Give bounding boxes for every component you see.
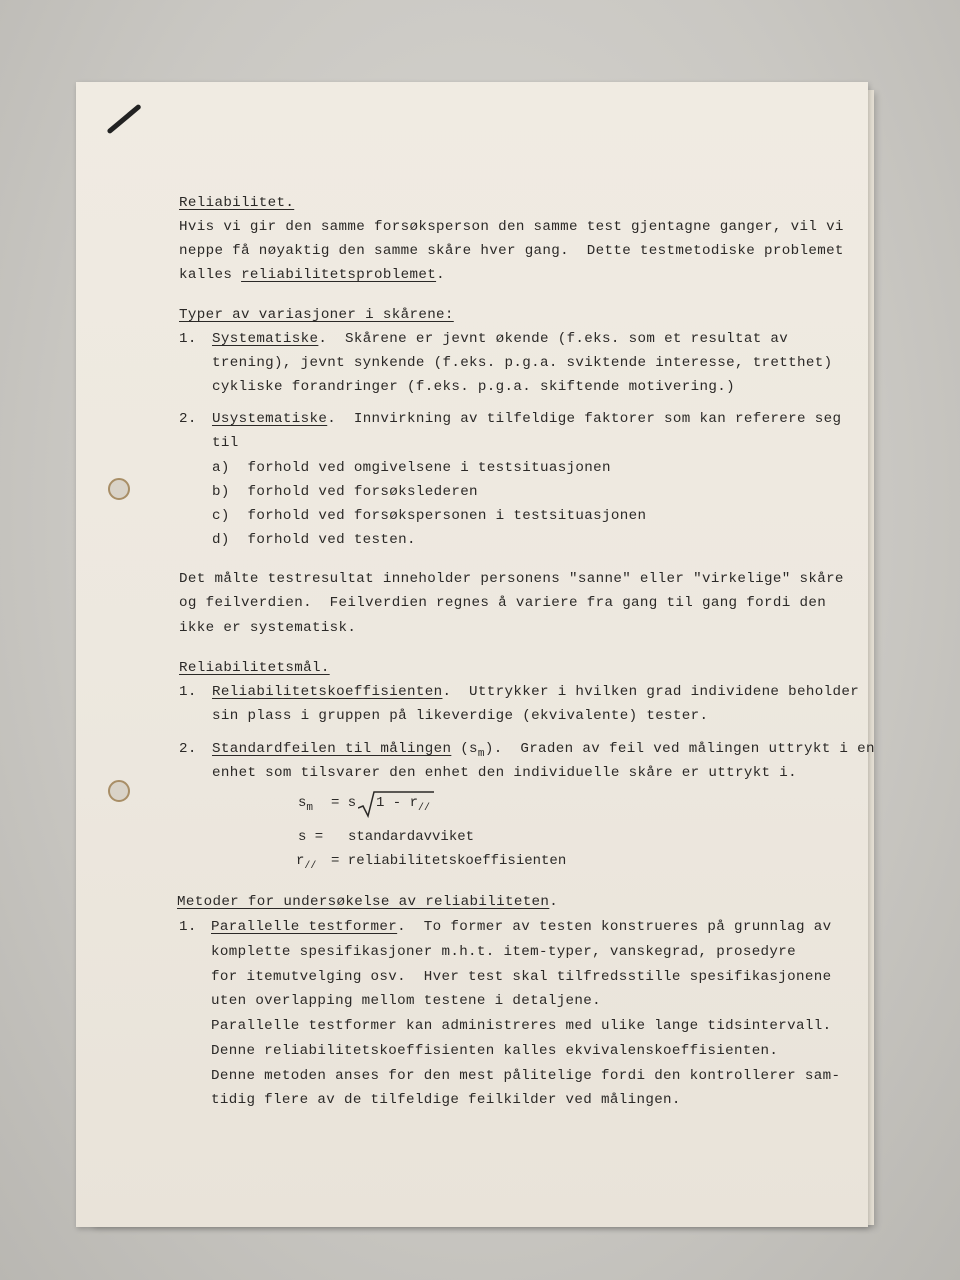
formula-s-definition: standardavviket <box>348 829 475 845</box>
document-page <box>76 82 875 1227</box>
item2-line-1: Usystematiske. Innvirkning av tilfeldige faktorer som kan referere seg <box>212 411 842 427</box>
para-line-1: Det målte testresultat inneholder personens "sanne" eller "virkelige" skåre <box>179 571 844 587</box>
item1-line-3: cykliske forandringer (f.eks. p.g.a. skiftende motivering.) <box>212 379 735 395</box>
item2-number: 2. <box>179 411 197 427</box>
m1-line-4: uten overlapping mellom testene i detaljene. <box>211 993 602 1009</box>
rm1-line-2: sin plass i gruppen på likeverdige (ekvivalente) tester. <box>212 708 709 724</box>
rm1-line-1: Reliabilitetskoeffisienten. Uttrykker i hvilken grad individene beholder <box>212 684 860 700</box>
m1-line-8: tidig flere av de tilfeldige feilkilder ved målingen. <box>211 1092 681 1108</box>
item1-line-1: Systematiske. Skårene er jevnt økende (f.eks. som et resultat av <box>212 331 789 347</box>
rm2-line-1: Standardfeilen til målingen $(s_m)$. Graden av feil ved målingen uttrykt i en <box>212 741 875 760</box>
punch-hole-lower <box>108 780 130 802</box>
intro-line-1: Hvis vi gir den samme forsøksperson den samme test gjentagne ganger, vil vi <box>179 219 844 235</box>
m1-line-5: Parallelle testformer kan administreres med ulike lange tidsintervall. <box>211 1018 832 1034</box>
formula-equals-s: = s <box>331 795 357 811</box>
para-line-2: og feilverdien. Feilverdien regnes å variere fra gang til gang fordi den <box>179 595 827 611</box>
item2-line-2: til <box>212 435 239 451</box>
m1-line-3: for itemutvelging osv. Hver test skal tilfredsstille spesifikasjonene <box>211 969 832 985</box>
rm2-number: 2. <box>179 741 197 757</box>
rm1-number: 1. <box>179 684 197 700</box>
intro-line-3: kalles reliabilitetsproblemet. <box>179 267 445 283</box>
heading-metoder: Metoder for undersøkelse av reliabiliteten. <box>177 894 559 910</box>
item1-number: 1. <box>179 331 197 347</box>
formula-sm-lhs: $s_m$ <box>298 795 314 814</box>
sub-item-c: c) forhold ved forsøkspersonen i testsituasjonen <box>212 508 647 524</box>
formula-r-definition: = reliabilitetskoeffisienten <box>331 853 567 869</box>
formula-radicand: $1 - r_{//}$ <box>376 795 431 814</box>
sub-item-a: a) forhold ved omgivelsene i testsituasjonen <box>212 460 611 476</box>
sub-item-b: b) forhold ved forsøkslederen <box>212 484 478 500</box>
sub-item-d: d) forhold ved testen. <box>212 532 416 548</box>
m1-line-1: Parallelle testformer. To former av testen konstrueres på grunnlag av <box>211 919 832 935</box>
heading-typer: Typer av variasjoner i skårene: <box>179 307 454 323</box>
para-line-3: ikke er systematisk. <box>179 620 357 636</box>
m1-line-6: Denne reliabilitetskoeffisienten kalles ekvivalenskoeffisienten. <box>211 1043 779 1059</box>
punch-hole-upper <box>108 478 130 500</box>
item1-line-2: trening), jevnt synkende (f.eks. p.g.a. sviktende interesse, tretthet) <box>212 355 833 371</box>
m1-line-2: komplette spesifikasjoner m.h.t. item-typer, vanskegrad, prosedyre <box>211 944 797 960</box>
intro-line-2: neppe få nøyaktig den samme skåre hver gang. Dette testmetodiske problemet <box>179 243 844 259</box>
heading-reliabilitetsmal: Reliabilitetsmål. <box>179 660 330 676</box>
m1-number: 1. <box>179 919 197 935</box>
rm2-line-2: enhet som tilsvarer den enhet den individuelle skåre er uttrykt i. <box>212 765 798 781</box>
formula-r-label: $r_{//}$ <box>296 853 317 872</box>
formula-s-label: s = <box>298 829 324 845</box>
heading-reliabilitet: Reliabilitet. <box>179 195 295 211</box>
m1-line-7: Denne metoden anses for den mest pålitelige fordi den kontrollerer sam- <box>211 1068 841 1084</box>
